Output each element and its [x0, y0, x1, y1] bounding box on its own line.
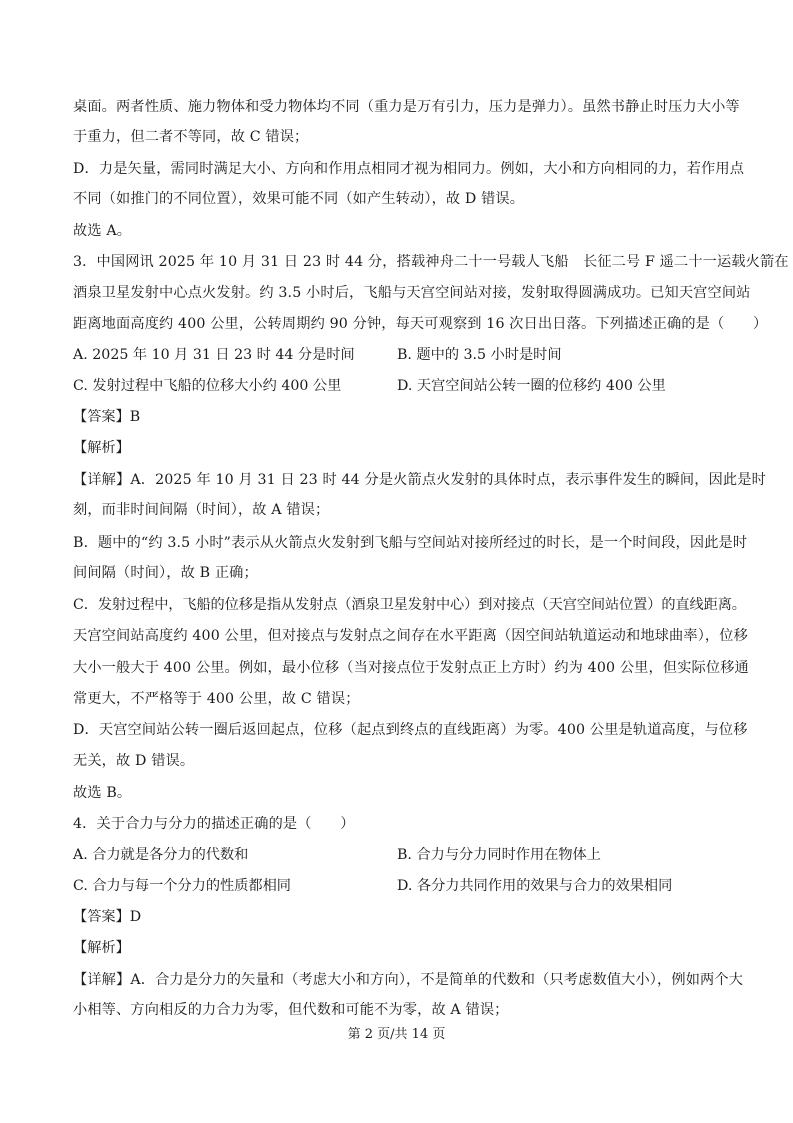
analysis-tag: 【解析】 — [73, 940, 130, 956]
paragraph-line: 不同（如推门的不同位置），效果可能不同（如产生转动），故 D 错误。 — [73, 191, 525, 207]
question-3-stem: 距离地面高度约 400 公里，公转周期约 90 分钟，每天可观察到 16 次日出日落。下列描述正确的是（ ） — [73, 316, 768, 332]
question-3-option-a: A. 2025 年 10 月 31 日 23 时 44 分是时间 — [73, 347, 355, 363]
question-4-stem: 4．关于合力与分力的描述正确的是（ ） — [73, 816, 355, 832]
detail-line: 大小一般大于 400 公里。例如，最小位移（当对接点位于发射点正上方时）约为 400 公里，但实际位移通 — [73, 660, 749, 676]
question-4-option-a: A. 合力就是各分力的代数和 — [73, 847, 249, 863]
detail-line: 刻，而非时间间隔（时间），故 A 错误； — [73, 502, 330, 518]
detail-line: 常更大，不严格等于 400 公里，故 C 错误； — [73, 691, 360, 707]
conclusion-line: 故选 B。 — [73, 785, 132, 801]
question-4-option-d: D. 各分力共同作用的效果与合力的效果相同 — [397, 878, 673, 894]
detail-line: B．题中的“约 3.5 小时”表示从火箭点火发射到飞船与空间站对接所经过的时长，是一个时间段，因此是时 — [73, 535, 748, 551]
analysis-tag: 【解析】 — [73, 440, 130, 456]
question-3-option-b: B. 题中的 3.5 小时是时间 — [397, 347, 562, 363]
page-footer: 第 2 页/共 14 页 — [347, 1027, 446, 1042]
detail-line: C．发射过程中，飞船的位移是指从发射点（酒泉卫星发射中心）到对接点（天宫空间站位置）的直线距离。 — [73, 597, 746, 613]
answer-tag: 【答案】B — [73, 409, 141, 425]
detail-line: 小相等、方向相反的力合力为零，但代数和可能不为零，故 A 错误； — [73, 1002, 509, 1018]
answer-tag: 【答案】D — [73, 909, 142, 925]
conclusion-line: 故选 A。 — [73, 223, 132, 239]
question-4-option-c: C. 合力与每一个分力的性质都相同 — [73, 878, 291, 894]
question-3-option-c: C. 发射过程中飞船的位移大小约 400 公里 — [73, 378, 342, 394]
question-3-stem: 3．中国网讯 2025 年 10 月 31 日 23 时 44 分，搭载神舟二十一号载人飞船 长征二号 F 遥二十一运载火箭在 — [73, 254, 789, 270]
paragraph-line: D．力是矢量，需同时满足大小、方向和作用点相同才视为相同力。例如，大小和方向相同的力，若作用点 — [73, 161, 745, 177]
paragraph-line: 桌面。两者性质、施力物体和受力物体均不同（重力是万有引力，压力是弹力）。虽然书静止时压力大小等 — [73, 99, 740, 115]
question-4-option-b: B. 合力与分力同时作用在物体上 — [397, 847, 601, 863]
detail-line: 天宫空间站高度约 400 公里，但对接点与发射点之间存在水平距离（因空间站轨道运动和地球曲率），位移 — [73, 628, 748, 644]
detail-line: 【详解】A．合力是分力的矢量和（考虑大小和方向），不是简单的代数和（只考虑数值大小），例如两个大 — [73, 972, 744, 988]
detail-line: 无关，故 D 错误。 — [73, 753, 195, 769]
question-3-stem: 酒泉卫星发射中心点火发射。约 3.5 小时后，飞船与天宫空间站对接，发射取得圆满成功。已知天宫空间站 — [73, 285, 751, 301]
detail-line: 间间隔（时间），故 B 正确； — [73, 565, 258, 581]
detail-line: 【详解】A．2025 年 10 月 31 日 23 时 44 分是火箭点火发射的具体时点，表示事件发生的瞬间，因此是时 — [73, 472, 766, 488]
paragraph-line: 于重力，但二者不等同，故 C 错误； — [73, 129, 309, 145]
question-3-option-d: D. 天宫空间站公转一圈的位移约 400 公里 — [397, 378, 666, 394]
detail-line: D．天宫空间站公转一圈后返回起点，位移（起点到终点的直线距离）为零。400 公里是轨道高度，与位移 — [73, 722, 748, 738]
